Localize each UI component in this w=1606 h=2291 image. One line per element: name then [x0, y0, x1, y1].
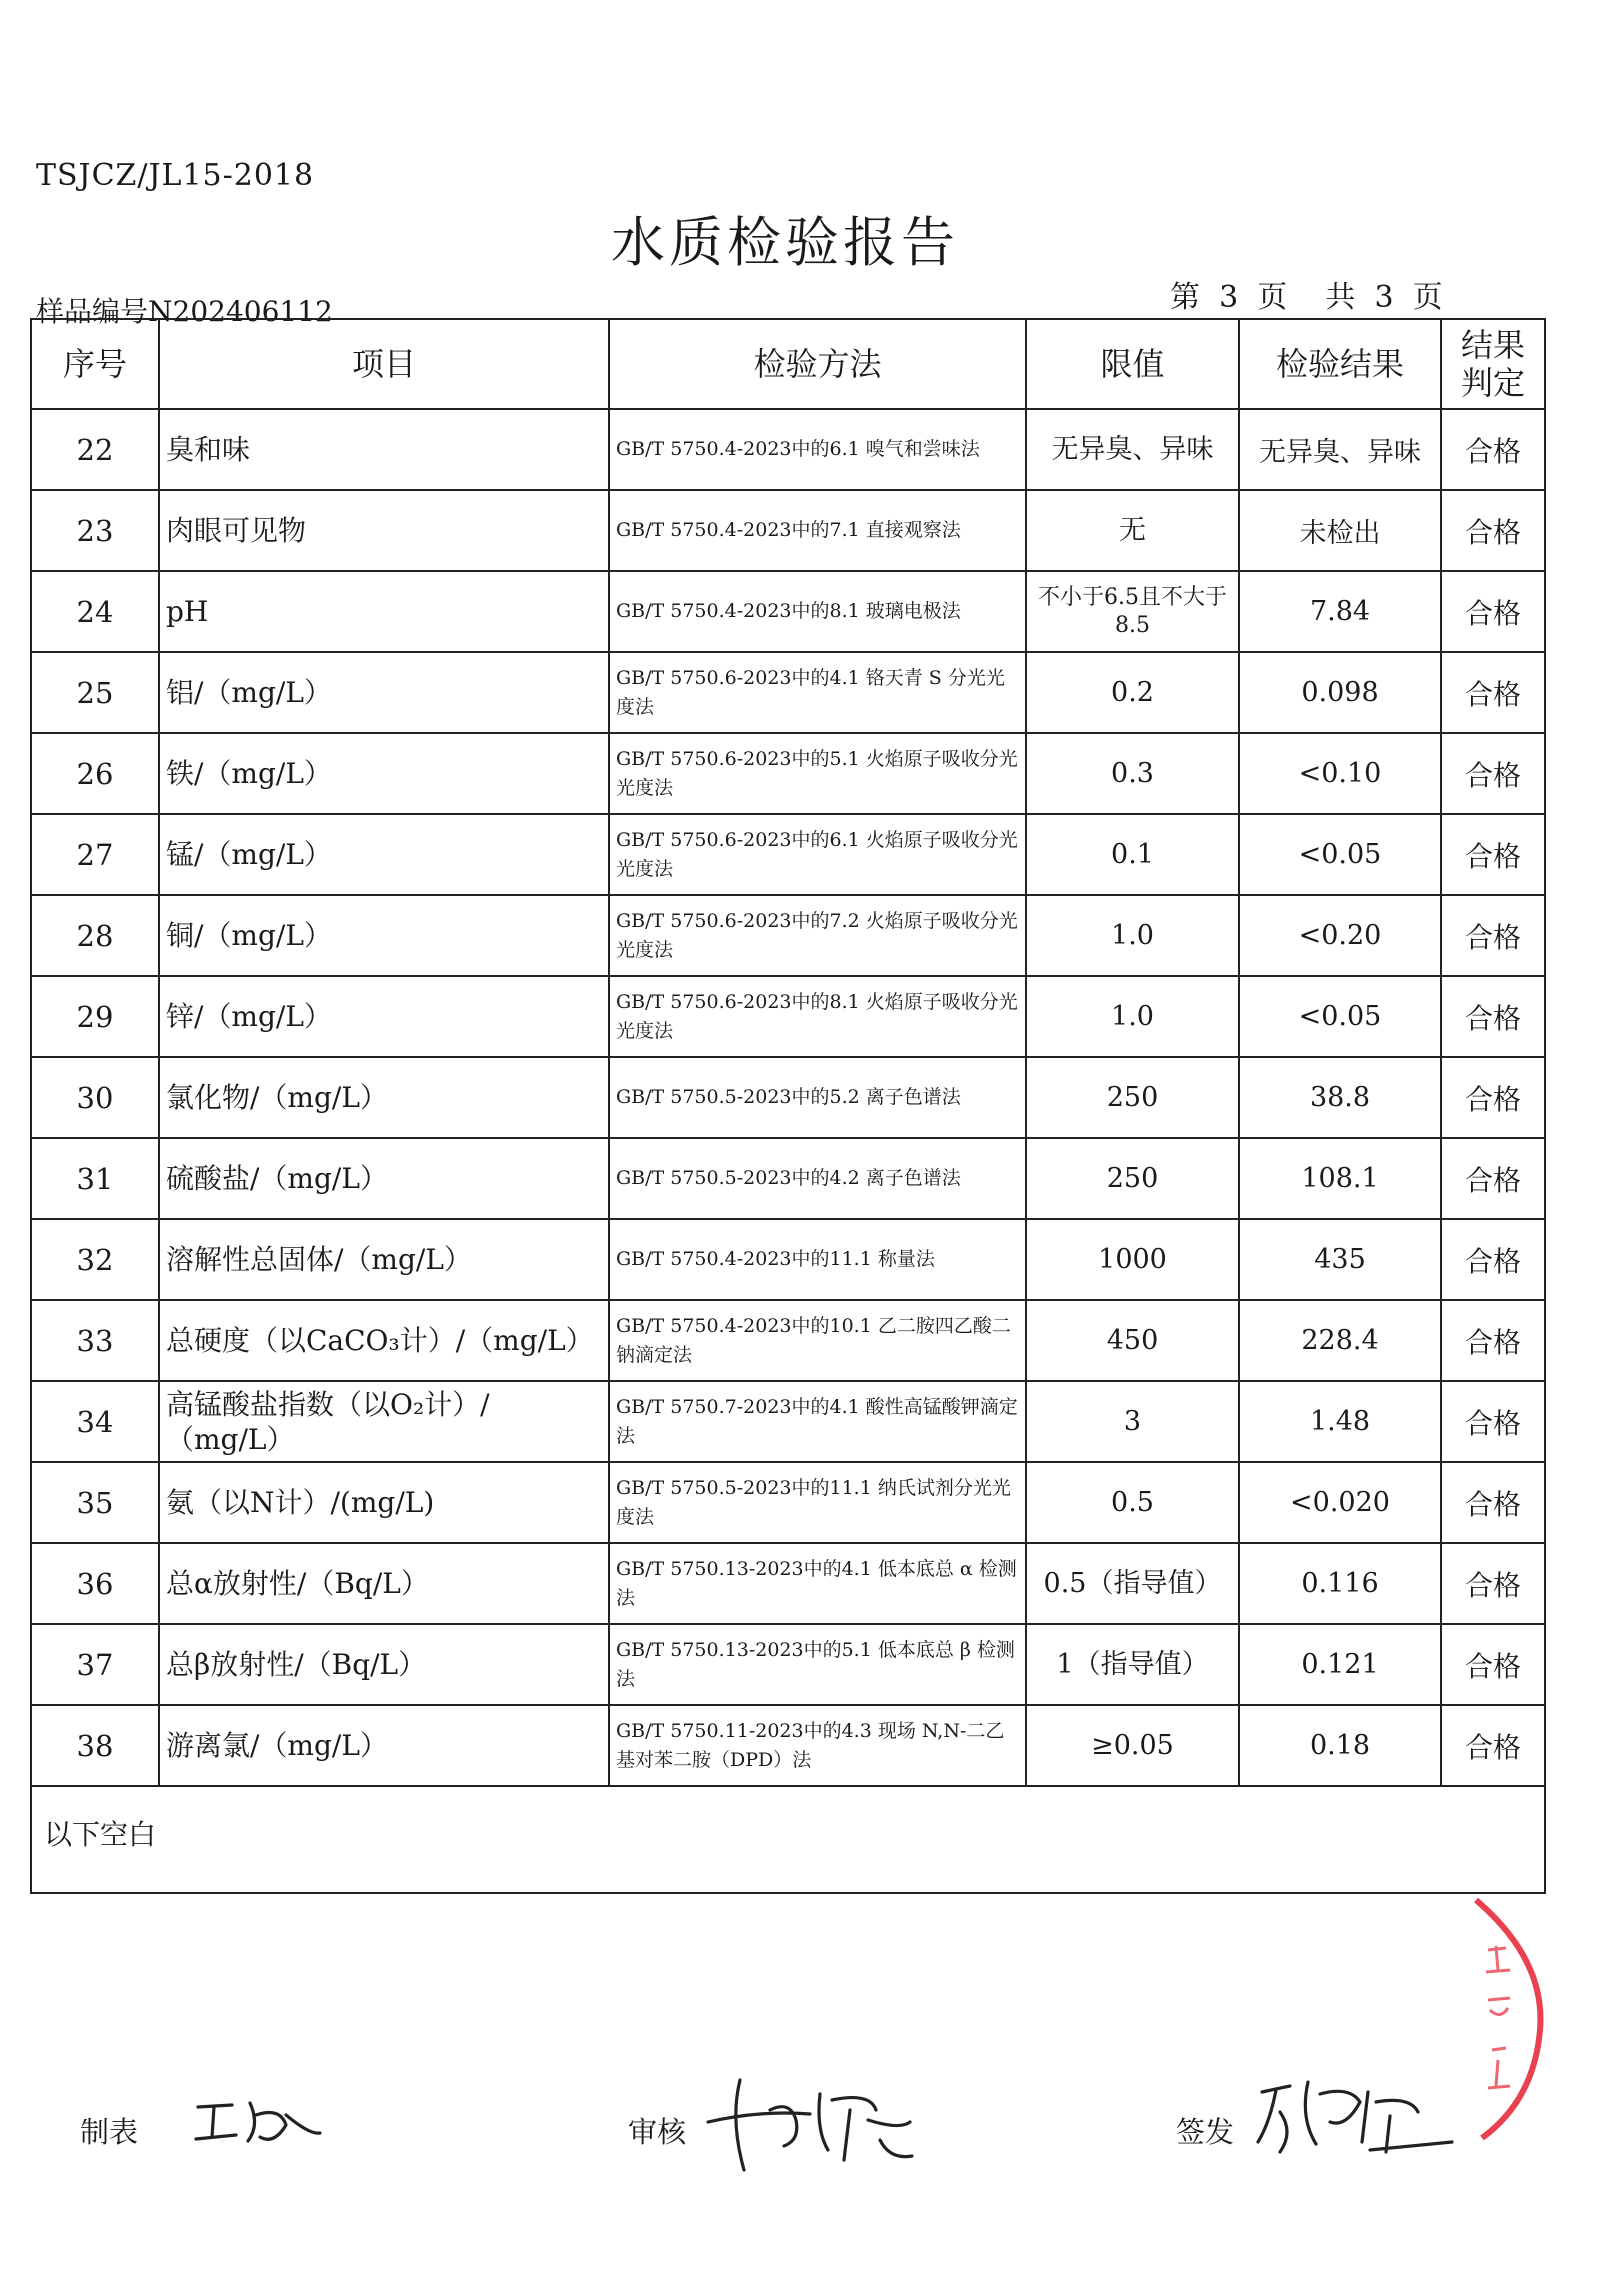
- cell-item: 铝/（mg/L）: [159, 652, 609, 733]
- cell-limit: 1.0: [1026, 895, 1239, 976]
- cell-item: 氨（以N计）/(mg/L): [159, 1462, 609, 1543]
- cell-limit: 0.1: [1026, 814, 1239, 895]
- cell-no: 30: [31, 1057, 159, 1138]
- cell-judge: 合格: [1441, 1381, 1545, 1462]
- col-header-limit: 限值: [1026, 319, 1239, 409]
- cell-no: 26: [31, 733, 159, 814]
- cell-method: GB/T 5750.6-2023中的5.1 火焰原子吸收分光光度法: [609, 733, 1026, 814]
- cell-method: GB/T 5750.6-2023中的6.1 火焰原子吸收分光光度法: [609, 814, 1026, 895]
- cell-limit: 无: [1026, 490, 1239, 571]
- col-header-item: 项目: [159, 319, 609, 409]
- table-row: [31, 1057, 1545, 1138]
- cell-judge: 合格: [1441, 571, 1545, 652]
- cell-item: 总β放射性/（Bq/L）: [159, 1624, 609, 1705]
- table-row: [31, 1138, 1545, 1219]
- table-row: [31, 976, 1545, 1057]
- cell-judge: 合格: [1441, 733, 1545, 814]
- cell-limit: 450: [1026, 1300, 1239, 1381]
- cell-no: 27: [31, 814, 159, 895]
- stamp: [1426, 1890, 1546, 2150]
- table-row: [31, 1543, 1545, 1624]
- cell-item: 溶解性总固体/（mg/L）: [159, 1219, 609, 1300]
- cell-no: 29: [31, 976, 159, 1057]
- blank-row: [31, 1786, 1545, 1893]
- cell-item: 铜/（mg/L）: [159, 895, 609, 976]
- issued-label: 签发: [1176, 2115, 1235, 2149]
- cell-method: GB/T 5750.6-2023中的8.1 火焰原子吸收分光光度法: [609, 976, 1026, 1057]
- cell-method: GB/T 5750.7-2023中的4.1 酸性高锰酸钾滴定法: [609, 1381, 1026, 1462]
- cell-method: GB/T 5750.13-2023中的5.1 低本底总 β 检测法: [609, 1624, 1026, 1705]
- report-table: [30, 318, 1546, 1894]
- cell-judge: 合格: [1441, 976, 1545, 1057]
- table-header-row: [31, 319, 1545, 409]
- table-row: [31, 1219, 1545, 1300]
- cell-result: <0.020: [1239, 1462, 1441, 1543]
- cell-judge: 合格: [1441, 490, 1545, 571]
- cell-result: 0.116: [1239, 1543, 1441, 1624]
- cell-limit: 不小于6.5且不大于8.5: [1026, 571, 1239, 652]
- cell-no: 35: [31, 1462, 159, 1543]
- reviewed-signature: [700, 2070, 920, 2180]
- cell-item: pH: [159, 571, 609, 652]
- cell-limit: ≥0.05: [1026, 1705, 1239, 1786]
- blank-note: 以下空白: [31, 1786, 1545, 1893]
- cell-judge: 合格: [1441, 652, 1545, 733]
- table-row: [31, 733, 1545, 814]
- cell-judge: 合格: [1441, 1462, 1545, 1543]
- cell-limit: 3: [1026, 1381, 1239, 1462]
- doc-code: TSJCZ/JL15-2018: [36, 158, 315, 193]
- cell-judge: 合格: [1441, 1543, 1545, 1624]
- cell-result: 435: [1239, 1219, 1441, 1300]
- cell-no: 28: [31, 895, 159, 976]
- cell-limit: 1000: [1026, 1219, 1239, 1300]
- col-header-method: 检验方法: [609, 319, 1026, 409]
- cell-result: 无异臭、异味: [1239, 409, 1441, 490]
- cell-method: GB/T 5750.5-2023中的5.2 离子色谱法: [609, 1057, 1026, 1138]
- cell-no: 31: [31, 1138, 159, 1219]
- prepared-label: 制表: [80, 2115, 139, 2149]
- cell-method: GB/T 5750.13-2023中的4.1 低本底总 α 检测法: [609, 1543, 1026, 1624]
- cell-judge: 合格: [1441, 814, 1545, 895]
- cell-method: GB/T 5750.5-2023中的4.2 离子色谱法: [609, 1138, 1026, 1219]
- cell-method: GB/T 5750.6-2023中的4.1 铬天青 S 分光光度法: [609, 652, 1026, 733]
- cell-item: 总α放射性/（Bq/L）: [159, 1543, 609, 1624]
- table-row: [31, 652, 1545, 733]
- cell-no: 22: [31, 409, 159, 490]
- cell-result: 0.121: [1239, 1624, 1441, 1705]
- cell-method: GB/T 5750.4-2023中的10.1 乙二胺四乙酸二钠滴定法: [609, 1300, 1026, 1381]
- cell-no: 23: [31, 490, 159, 571]
- cell-method: GB/T 5750.6-2023中的7.2 火焰原子吸收分光光度法: [609, 895, 1026, 976]
- cell-no: 38: [31, 1705, 159, 1786]
- col-header-judge-line1: 结果: [1460, 325, 1525, 364]
- cell-item: 总硬度（以CaCO₃计）/（mg/L）: [159, 1300, 609, 1381]
- cell-item: 硫酸盐/（mg/L）: [159, 1138, 609, 1219]
- table-row: [31, 571, 1545, 652]
- col-header-judge-line2: 判定: [1460, 364, 1525, 402]
- table-row: [31, 1300, 1545, 1381]
- cell-no: 34: [31, 1381, 159, 1462]
- cell-item: 高锰酸盐指数（以O₂计）/（mg/L）: [159, 1381, 609, 1462]
- cell-no: 24: [31, 571, 159, 652]
- cell-result: 0.18: [1239, 1705, 1441, 1786]
- cell-limit: 1.0: [1026, 976, 1239, 1057]
- cell-judge: 合格: [1441, 1219, 1545, 1300]
- doc-title: 水质检验报告: [611, 211, 959, 274]
- cell-method: GB/T 5750.11-2023中的4.3 现场 N,N-二乙基对苯二胺（DPD）法: [609, 1705, 1026, 1786]
- cell-method: GB/T 5750.4-2023中的7.1 直接观察法: [609, 490, 1026, 571]
- page-info: 第 3 页 共 3 页: [1170, 280, 1443, 315]
- reviewed-label: 审核: [628, 2115, 687, 2149]
- cell-no: 37: [31, 1624, 159, 1705]
- col-header-no: 序号: [31, 319, 159, 409]
- cell-method: GB/T 5750.4-2023中的8.1 玻璃电极法: [609, 571, 1026, 652]
- table-row: [31, 490, 1545, 571]
- cell-item: 铁/（mg/L）: [159, 733, 609, 814]
- cell-method: GB/T 5750.4-2023中的11.1 称量法: [609, 1219, 1026, 1300]
- cell-limit: 0.5: [1026, 1462, 1239, 1543]
- cell-limit: 1（指导值）: [1026, 1624, 1239, 1705]
- col-header-result: 检验结果: [1239, 319, 1441, 409]
- cell-item: 肉眼可见物: [159, 490, 609, 571]
- cell-judge: 合格: [1441, 1705, 1545, 1786]
- cell-result: 0.098: [1239, 652, 1441, 733]
- cell-result: <0.05: [1239, 976, 1441, 1057]
- table-row: [31, 409, 1545, 490]
- cell-result: 7.84: [1239, 571, 1441, 652]
- cell-item: 臭和味: [159, 409, 609, 490]
- cell-result: <0.20: [1239, 895, 1441, 976]
- table-row: [31, 1462, 1545, 1543]
- cell-limit: 0.2: [1026, 652, 1239, 733]
- cell-limit: 0.3: [1026, 733, 1239, 814]
- table-row: [31, 1624, 1545, 1705]
- cell-no: 33: [31, 1300, 159, 1381]
- cell-method: GB/T 5750.4-2023中的6.1 嗅气和尝味法: [609, 409, 1026, 490]
- cell-judge: 合格: [1441, 1057, 1545, 1138]
- prepared-signature: [190, 2085, 330, 2155]
- cell-result: 108.1: [1239, 1138, 1441, 1219]
- cell-result: <0.05: [1239, 814, 1441, 895]
- cell-result: 1.48: [1239, 1381, 1441, 1462]
- table-row: [31, 895, 1545, 976]
- cell-no: 36: [31, 1543, 159, 1624]
- cell-judge: 合格: [1441, 1624, 1545, 1705]
- cell-limit: 250: [1026, 1138, 1239, 1219]
- cell-judge: 合格: [1441, 895, 1545, 976]
- cell-no: 32: [31, 1219, 159, 1300]
- cell-result: 228.4: [1239, 1300, 1441, 1381]
- cell-judge: 合格: [1441, 1300, 1545, 1381]
- cell-item: 锰/（mg/L）: [159, 814, 609, 895]
- cell-no: 25: [31, 652, 159, 733]
- cell-method: GB/T 5750.5-2023中的11.1 纳氏试剂分光光度法: [609, 1462, 1026, 1543]
- cell-judge: 合格: [1441, 1138, 1545, 1219]
- table-row: [31, 1381, 1545, 1462]
- table-row: [31, 814, 1545, 895]
- cell-judge: 合格: [1441, 409, 1545, 490]
- cell-result: 未检出: [1239, 490, 1441, 571]
- cell-result: 38.8: [1239, 1057, 1441, 1138]
- cell-limit: 250: [1026, 1057, 1239, 1138]
- cell-item: 锌/（mg/L）: [159, 976, 609, 1057]
- cell-result: <0.10: [1239, 733, 1441, 814]
- cell-item: 游离氯/（mg/L）: [159, 1705, 609, 1786]
- cell-limit: 无异臭、异味: [1026, 409, 1239, 490]
- cell-limit: 0.5（指导值）: [1026, 1543, 1239, 1624]
- col-header-judge: [1441, 319, 1545, 409]
- cell-item: 氯化物/（mg/L）: [159, 1057, 609, 1138]
- sample-number: 样品编号N202406112: [36, 295, 333, 328]
- table-row: [31, 1705, 1545, 1786]
